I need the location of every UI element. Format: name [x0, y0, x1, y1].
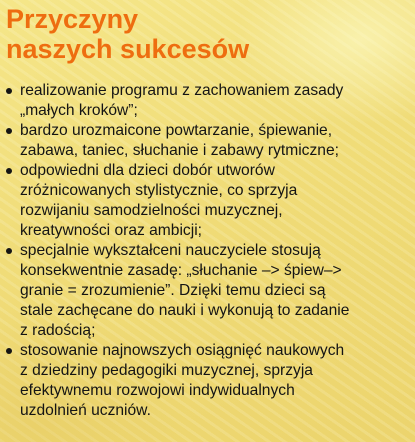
bullet-item-repertoire: [6, 161, 411, 241]
bullet-item-teachers: [6, 241, 411, 341]
bullet-line: kreatywności oraz ambicji;: [20, 222, 202, 239]
bullet-item-small-steps: [6, 81, 411, 121]
bullet-item-varied-repetition: [6, 121, 411, 161]
bullet-line: zróżnicowanych stylistycznie, co sprzyja: [20, 182, 298, 199]
bullet-line: granie = zrozumienie”. Dzięki temu dzieci są: [20, 282, 326, 299]
bullet-line: zabawa, taniec, słuchanie i zabawy rytmiczne;: [20, 142, 339, 159]
bullet-line: stale zachęcane do nauki i wykonują to zadanie: [20, 302, 350, 319]
bullet-line: realizowanie programu z zachowaniem zasady: [20, 82, 344, 99]
bullet-line: specjalnie wykształceni nauczyciele stosują: [20, 242, 321, 259]
title-line: naszych sukcesów: [6, 34, 250, 64]
bullet-line: uzdolnień uczniów.: [20, 402, 151, 419]
bullet-line: konsekwentnie zasadę: „słuchanie –> śpiew–>: [20, 262, 342, 279]
bullet-line: rozwijaniu samodzielności muzycznej,: [20, 202, 283, 219]
bullet-line: odpowiedni dla dzieci dobór utworów: [20, 162, 275, 179]
bullet-line: „małych kroków”;: [20, 102, 138, 119]
bullet-list: [6, 81, 411, 421]
bullet-line: z dziedziny pedagogiki muzycznej, sprzyja: [20, 362, 313, 379]
bullet-line: efektywnemu rozwojowi indywidualnych: [20, 382, 295, 399]
bullet-line: stosowanie najnowszych osiągnięć naukowych: [20, 342, 345, 359]
bullet-line: z radością;: [20, 322, 96, 339]
bullet-line: bardzo urozmaicone powtarzanie, śpiewanie,: [20, 122, 333, 139]
bullet-item-research: [6, 341, 411, 421]
slide-title: [6, 4, 406, 64]
title-line: Przyczyny: [6, 4, 139, 34]
